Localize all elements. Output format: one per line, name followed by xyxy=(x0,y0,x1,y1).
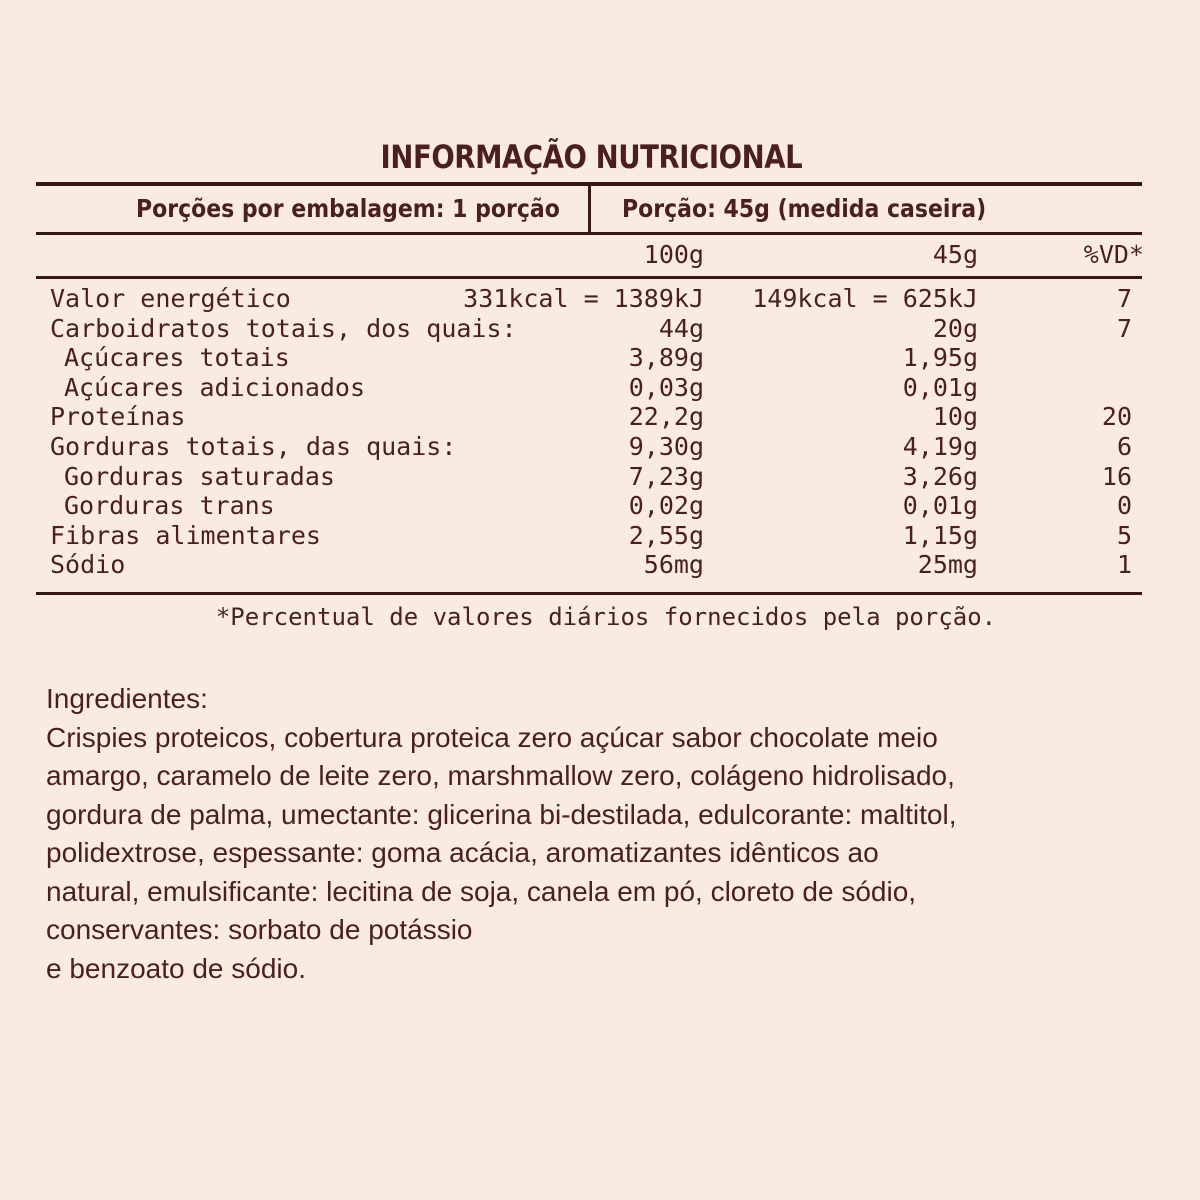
portions-divider xyxy=(588,184,591,234)
row-value-serving: 0,01g xyxy=(902,491,978,520)
portions-per-package: Porções por embalagem: 1 porção xyxy=(136,194,560,223)
ingredients-block xyxy=(46,680,1156,988)
row-value-100g: 0,02g xyxy=(628,491,704,520)
row-value-100g: 0,03g xyxy=(628,373,704,402)
header-serving: 45g xyxy=(932,240,978,269)
row-value-serving: 10g xyxy=(932,402,978,431)
row-value-serving: 20g xyxy=(932,314,978,343)
row-value-serving: 1,15g xyxy=(902,521,978,550)
row-label: Gorduras trans xyxy=(64,491,275,520)
ingredients-heading: Ingredientes: xyxy=(46,683,208,714)
row-value-vd: 20 xyxy=(1101,402,1132,431)
row-value-vd: 0 xyxy=(1116,491,1132,520)
row-value-100g: 56mg xyxy=(643,550,704,579)
row-value-100g: 22,2g xyxy=(628,402,704,431)
row-value-100g: 44g xyxy=(658,314,704,343)
row-label: Proteínas xyxy=(50,402,186,431)
row-value-100g: 7,23g xyxy=(628,462,704,491)
ingredients-line: polidextrose, espessante: goma acácia, aromatizantes idênticos ao xyxy=(46,837,879,868)
row-value-vd: 6 xyxy=(1116,432,1132,461)
row-label: Gorduras totais, das quais: xyxy=(50,432,457,461)
row-value-serving: 4,19g xyxy=(902,432,978,461)
ingredients-line: conservantes: sorbato de potássio xyxy=(46,914,473,945)
row-value-100g: 2,55g xyxy=(628,521,704,550)
portions-bottom-rule xyxy=(36,232,1142,235)
row-value-100g: 331kcal = 1389kJ xyxy=(463,284,704,313)
row-value-100g: 3,89g xyxy=(628,343,704,372)
row-value-vd: 16 xyxy=(1101,462,1132,491)
ingredients-line: e benzoato de sódio. xyxy=(46,952,306,984)
nutrition-title: INFORMAÇÃO NUTRICIONAL xyxy=(380,138,803,176)
header-bottom-rule xyxy=(36,276,1142,279)
row-value-serving: 1,95g xyxy=(902,343,978,372)
row-label: Açúcares totais xyxy=(64,343,290,372)
row-label: Carboidratos totais, dos quais: xyxy=(50,314,517,343)
row-label: Açúcares adicionados xyxy=(64,373,366,402)
row-value-serving: 149kcal = 625kJ xyxy=(752,284,978,313)
row-value-vd: 5 xyxy=(1116,521,1132,550)
row-value-vd: 1 xyxy=(1116,550,1132,579)
table-bottom-rule xyxy=(36,592,1142,595)
vd-footnote: *Percentual de valores diários fornecidos pela porção. xyxy=(215,603,997,631)
row-value-vd: 7 xyxy=(1116,284,1132,313)
row-value-serving: 3,26g xyxy=(902,462,978,491)
header-vd: %VD* xyxy=(1083,240,1144,269)
row-value-vd: 7 xyxy=(1116,314,1132,343)
header-100g: 100g xyxy=(643,240,704,269)
ingredients-line: natural, emulsificante: lecitina de soja, canela em pó, cloreto de sódio, xyxy=(46,875,917,907)
ingredients-line: gordura de palma, umectante: glicerina bi-destilada, edulcorante: maltitol, xyxy=(46,798,957,830)
row-value-100g: 9,30g xyxy=(628,432,704,461)
row-label: Fibras alimentares xyxy=(50,521,321,550)
row-value-serving: 0,01g xyxy=(902,373,978,402)
row-value-serving: 25mg xyxy=(917,550,978,579)
row-label: Valor energético xyxy=(50,284,291,313)
row-label: Sódio xyxy=(50,550,126,579)
serving-size: Porção: 45g (medida caseira) xyxy=(622,194,987,223)
row-label: Gorduras saturadas xyxy=(64,462,335,491)
ingredients-line: amargo, caramelo de leite zero, marshmallow zero, colágeno hidrolisado, xyxy=(46,760,955,791)
ingredients-line: Crispies proteicos, cobertura proteica zero açúcar sabor chocolate meio xyxy=(46,721,938,753)
